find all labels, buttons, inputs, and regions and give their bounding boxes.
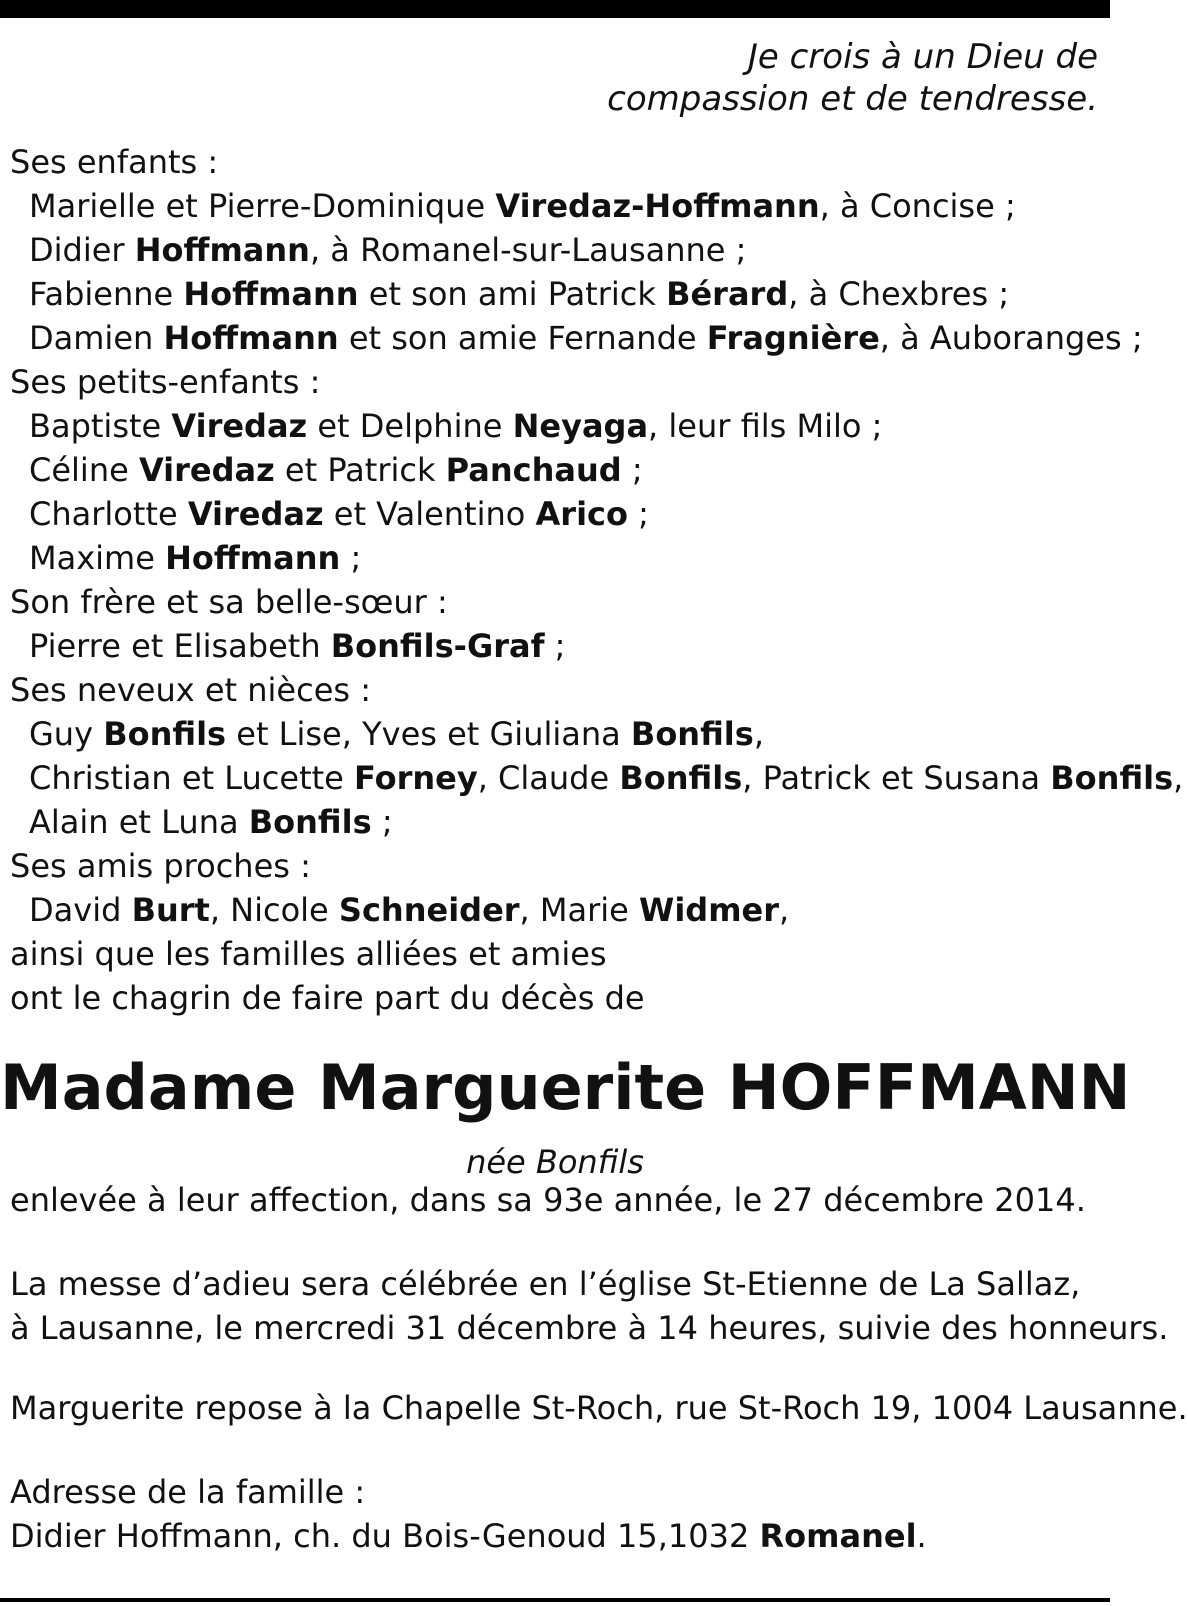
surname: Viredaz-Hoffmann <box>495 187 820 225</box>
surname: Schneider <box>338 891 520 929</box>
family-group-heading <box>10 976 1183 1020</box>
text-fragment: ; <box>340 539 362 577</box>
text-fragment: , <box>753 715 764 753</box>
text-fragment: , à Auboranges ; <box>879 319 1143 357</box>
family-member-line <box>10 536 1183 580</box>
text-fragment: Ses petits-enfants : <box>10 363 321 401</box>
text-fragment: Guy <box>29 715 104 753</box>
bottom-border-rule <box>0 1598 1110 1602</box>
family-group-heading <box>10 140 1183 184</box>
text-fragment: Ses enfants : <box>10 143 219 181</box>
surname: Viredaz <box>171 407 308 445</box>
text-fragment: ; <box>627 495 649 533</box>
family-address-line <box>10 1514 927 1558</box>
family-member-line <box>10 404 1183 448</box>
text-fragment: et Delphine <box>307 407 513 445</box>
text-fragment: , à Concise ; <box>819 187 1016 225</box>
text-fragment: , <box>1173 759 1184 797</box>
text-fragment: Maxime <box>29 539 166 577</box>
text-fragment: ont le chagrin de faire part du décès de <box>10 979 645 1017</box>
family-member-line <box>10 272 1183 316</box>
family-address-street: Didier Hoffmann, ch. du Bois-Genoud 15,1032 <box>10 1517 760 1555</box>
surname: Bonfils-Graf <box>330 627 545 665</box>
text-fragment: Ses amis proches : <box>10 847 311 885</box>
family-member-line <box>10 712 1183 756</box>
text-fragment: ; <box>371 803 393 841</box>
family-member-line <box>10 448 1183 492</box>
text-fragment: Charlotte <box>29 495 188 533</box>
death-notice-text: enlevée à leur affection, dans sa 93e année, le 27 décembre 2014. <box>10 1181 1086 1219</box>
surname: Bonfils <box>630 715 754 753</box>
surname: Bonfils <box>248 803 372 841</box>
surname: Hoffmann <box>165 539 341 577</box>
text-fragment: , à Chexbres ; <box>788 275 1010 313</box>
text-fragment: Baptiste <box>29 407 172 445</box>
epigraph-quote <box>607 36 1098 120</box>
family-member-line <box>10 624 1183 668</box>
family-group-heading <box>10 360 1183 404</box>
text-fragment: , <box>779 891 790 929</box>
family-group-heading <box>10 932 1183 976</box>
text-fragment: Christian et Lucette <box>29 759 355 797</box>
text-fragment: et Patrick <box>274 451 446 489</box>
text-fragment: Céline <box>29 451 139 489</box>
text-fragment: , Marie <box>519 891 640 929</box>
text-fragment: Alain et Luna <box>29 803 249 841</box>
text-fragment: et son amie Fernande <box>338 319 707 357</box>
quote-line-2: compassion et de tendresse. <box>607 79 1098 119</box>
family-address-heading: Adresse de la famille : <box>10 1473 366 1511</box>
surname: Hoffmann <box>134 231 310 269</box>
family-member-line <box>10 228 1183 272</box>
surname: Neyaga <box>512 407 649 445</box>
text-fragment: , Claude <box>477 759 620 797</box>
family-member-line <box>10 316 1183 360</box>
family-member-line <box>10 184 1183 228</box>
surname: Fragnière <box>706 319 880 357</box>
text-fragment: , Nicole <box>209 891 339 929</box>
surname: Viredaz <box>187 495 324 533</box>
surname: Hoffmann <box>163 319 339 357</box>
text-fragment: et Lise, Yves et Giuliana <box>226 715 631 753</box>
text-fragment: et Valentino <box>323 495 536 533</box>
family-member-line <box>10 492 1183 536</box>
rest-place-text: Marguerite repose à la Chapelle St-Roch, rue St-Roch 19, 1004 Lausanne. <box>10 1389 1188 1427</box>
surname: Bérard <box>666 275 789 313</box>
text-fragment: ainsi que les familles alliées et amies <box>10 935 607 973</box>
family-group-heading <box>10 580 1183 624</box>
text-fragment: Didier <box>29 231 135 269</box>
text-fragment: ; <box>544 627 566 665</box>
text-fragment: et son ami Patrick <box>358 275 667 313</box>
text-fragment: , Patrick et Susana <box>742 759 1051 797</box>
surname: Viredaz <box>138 451 275 489</box>
family-address-block <box>10 1470 927 1558</box>
surname: Bonfils <box>619 759 743 797</box>
ceremony-line-1: La messe d’adieu sera célébrée en l’église St-Etienne de La Sallaz, <box>10 1265 1081 1303</box>
surname: Widmer <box>639 891 780 929</box>
family-group-heading <box>10 844 1183 888</box>
surname: Panchaud <box>445 451 622 489</box>
surname: Forney <box>354 759 478 797</box>
text-fragment: Ses neveux et nièces : <box>10 671 371 709</box>
text-fragment: , leur fils Milo ; <box>648 407 883 445</box>
ceremony-line-2: à Lausanne, le mercredi 31 décembre à 14 heures, suivie des honneurs. <box>10 1309 1169 1347</box>
text-fragment: ; <box>621 451 643 489</box>
family-address-city: Romanel <box>759 1517 917 1555</box>
text-fragment: Marielle et Pierre-Dominique <box>29 187 496 225</box>
text-fragment: , à Romanel-sur-Lausanne ; <box>309 231 747 269</box>
text-fragment: Pierre et Elisabeth <box>29 627 331 665</box>
quote-line-1: Je crois à un Dieu de <box>747 37 1098 77</box>
text-fragment: Fabienne <box>29 275 184 313</box>
family-list <box>10 140 1183 1020</box>
surname: Hoffmann <box>183 275 359 313</box>
family-member-line <box>10 800 1183 844</box>
surname: Bonfils <box>1050 759 1174 797</box>
ceremony-text <box>10 1262 1168 1350</box>
top-border-rule <box>0 0 1110 18</box>
family-member-line <box>10 888 1183 932</box>
surname: Bonfils <box>103 715 227 753</box>
text-fragment: Damien <box>29 319 164 357</box>
family-address-end: . <box>916 1517 927 1555</box>
family-member-line <box>10 756 1183 800</box>
text-fragment: David <box>29 891 132 929</box>
deceased-name: Madame Marguerite HOFFMANN <box>0 1051 1131 1124</box>
surname: Burt <box>131 891 210 929</box>
family-group-heading <box>10 668 1183 712</box>
text-fragment: Son frère et sa belle-sœur : <box>10 583 448 621</box>
surname: Arico <box>535 495 628 533</box>
maiden-name: née Bonfils <box>466 1143 644 1181</box>
